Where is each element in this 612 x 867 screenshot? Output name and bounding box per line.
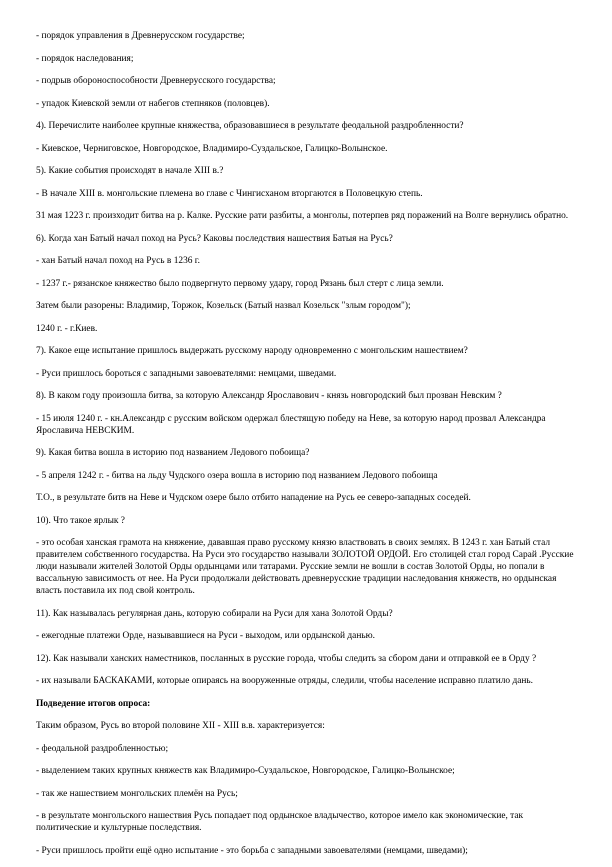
answer-paragraph: - это особая ханская грамота на княжение, дававшая право русскому князю властвовать в своих землях. В 1243 г. хан Батый стал правителем собственного государства. На Руси это государство называли ЗОЛОТОЙ ОРДОЙ. Его столицей стал город Сарай .Русские люди называли жителей Золотой Орды ордынцами или татарами. Русские земли не вошли в состав Золотой Орды, но попали в вассальную зависимость от нее. На Руси продолжали действовать древнерусские традиции наследования княжеств, но ордынская власть поставила их под свой контроль. xyxy=(36,538,574,596)
question-paragraph: 6). Когда хан Батый начал поход на Русь? Каковы последствия нашествия Батыя на Русь? xyxy=(36,233,393,244)
list-item: - феодальной раздробленностью; xyxy=(36,743,169,754)
answer-paragraph: - их называли БАСКАКАМИ, которые опираясь на вооруженные отряды, следили, чтобы население исправно платило дань. xyxy=(36,676,534,686)
question-paragraph: 4). Перечислите наиболее крупные княжества, образовавшиеся в результате феодальной раздробленности? xyxy=(36,121,464,131)
section-heading: Подведение итогов опроса: xyxy=(36,698,151,709)
question-paragraph: 11). Как называлась регулярная дань, которую собирали на Руси для хана Золотой Орды? xyxy=(36,608,393,619)
text-paragraph: Таким образом, Русь во второй половине XII - XIII в.в. характеризуется: xyxy=(36,721,325,731)
text-paragraph: 31 мая 1223 г. произходит битва на р. Калке. Русские рати разбиты, а монголы, потерпев ряд поражений на Волге вернулись обратно. xyxy=(36,211,569,221)
text-paragraph: Затем были разорены: Владимир, Торжок, Козельск (Батый назвал Козельск "злым городом"); xyxy=(36,301,411,311)
list-item: - так же нашествием монгольских племён на Русь; xyxy=(36,788,238,799)
question-paragraph: 10). Что такое ярлык ? xyxy=(36,515,125,526)
question-paragraph: 7). Какое еще испытание пришлось выдержать русскому народу одновременно с монгольским нашествием? xyxy=(36,346,468,356)
text-paragraph: - порядок управления в Древнерусском государстве; xyxy=(36,31,245,41)
question-paragraph: 9). Какая битва вошла в историю под названием Ледового побоища? xyxy=(36,448,310,458)
answer-paragraph: - хан Батый начал поход на Русь в 1236 г. xyxy=(36,256,200,266)
question-paragraph: 5). Какие события происходят в начале XIII в.? xyxy=(36,166,224,176)
document-page xyxy=(36,30,576,867)
answer-paragraph: - Руси пришлось бороться с западными завоевателями: немцами, шведами. xyxy=(36,368,337,379)
answer-paragraph: - В начале XIII в. монгольские племена во главе с Чингисханом вторгаются в Половецкую степь. xyxy=(36,188,423,199)
list-item: - в результате монгольского нашествия Русь попадает под ордынское владычество, которое имело как экономические, так политические и культурные последствия. xyxy=(36,811,524,833)
text-paragraph: 1240 г. - г.Киев. xyxy=(36,323,98,334)
answer-paragraph: - ежегодные платежи Орде, называвшиеся на Руси - выходом, или ордынской данью. xyxy=(36,631,375,641)
text-paragraph: - порядок наследования; xyxy=(36,53,134,64)
answer-paragraph: - 5 апреля 1242 г. - битва на льду Чудского озера вошла в историю под названием Ледового побоища xyxy=(36,470,438,481)
text-paragraph: - упадок Киевской земли от набегов степняков (половцев). xyxy=(36,98,270,109)
answer-paragraph: - Киевское, Черниговское, Новгородское, Владимиро-Суздальское, Галицко-Волынское. xyxy=(36,143,388,154)
question-paragraph: 8). В каком году произошла битва, за которую Александр Ярославович - князь новгородский был прозван Невским ? xyxy=(36,391,502,401)
list-item: - Руси пришлось пройти ещё одно испытание - это борьба с западными завоевателями (немцами, шведами); xyxy=(36,845,468,856)
answer-paragraph: - 1237 г.- рязанское княжество было подвергнуто первому удару, город Рязань был стерт с лица земли. xyxy=(36,278,444,289)
answer-paragraph: - 15 июля 1240 г. - кн.Александр с русским войском одержал блестящую победу на Неве, за которую народ прозвал Александра Ярославича НЕВСКИМ. xyxy=(36,413,546,436)
question-paragraph: 12). Как называли ханских наместников, посланных в русские города, чтобы следить за сбором дани и отправкой ее в Орду ? xyxy=(36,653,537,664)
text-paragraph: Т.О., в результате битв на Неве и Чудском озере было отбито нападение на Русь ее северо-западных соседей. xyxy=(36,493,471,503)
text-paragraph: - подрыв обороноспособности Древнерусского государства; xyxy=(36,76,276,86)
list-item: - выделением таких крупных княжеств как Владимиро-Суздальское, Новгородское, Галицко-Волынское; xyxy=(36,766,455,776)
